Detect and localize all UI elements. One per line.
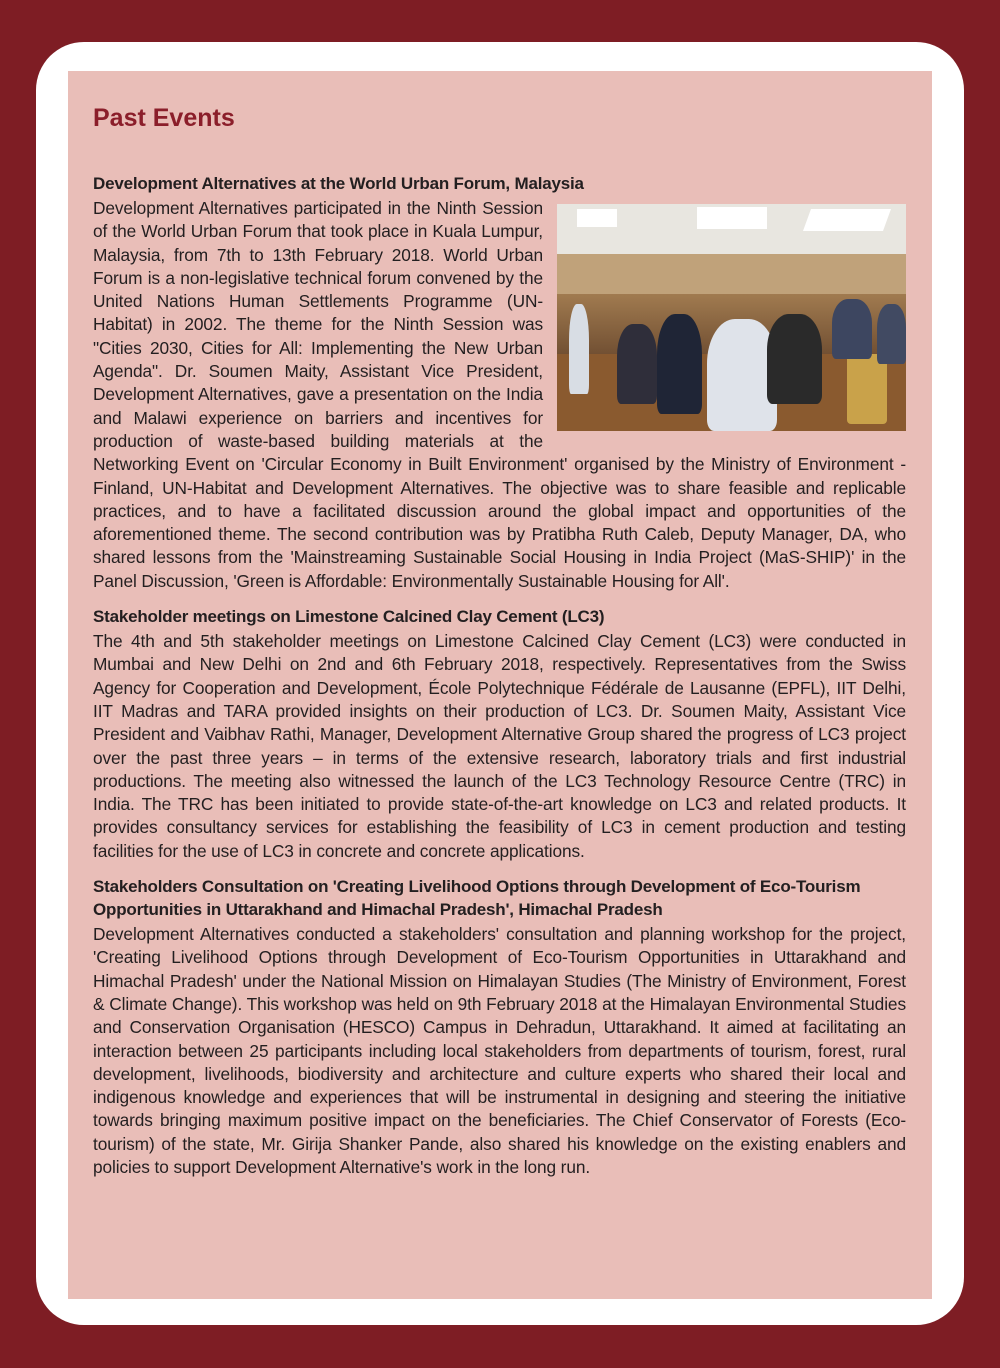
section-lc3-meetings bbox=[93, 605, 906, 863]
section-heading: Development Alternatives at the World Urban Forum, Malaysia bbox=[93, 174, 584, 193]
section-body: Development Alternatives participated in the Ninth Session of the World Urban Forum that took place in Kuala Lumpur, Malaysia, from 7th to 13th February 2018. World Urban Forum is a non-legislative technical forum convened by the United Nations Human Settlements Programme (UN-Habitat) in 2002. The theme for the Ninth Session was "Cities 2030, Cities for All: Implementing the New Urban Agenda". Dr. Soumen Maity, Assistant Vice President, Development Alternatives, gave a presentation on the India and Malawi experience on barriers and incentives for production of waste-based building materials at the Networking Event on 'Circular Economy in Built Environment' organised by the Ministry of Environment - Finland, UN-Habitat and Development Alternatives. The objective was to share feasible and replicable practices, and to have a facilitated discussion around the global impact and opportunities of the aforementioned theme. The second contribution was by Pratibha Ruth Caleb, Deputy Manager, DA, who shared lessons from the 'Mainstreaming Sustainable Social Housing in India Project (MaS-SHIP)' in the Panel Discussion, 'Green is Affordable: Environmentally Sustainable Housing for All'. bbox=[93, 198, 906, 591]
section-eco-tourism-consultation bbox=[93, 875, 906, 1179]
newsletter-content bbox=[93, 100, 906, 1179]
section-heading: Stakeholders Consultation on 'Creating Livelihood Options through Development of Eco-Tourism Opportunities in Uttarakhand and Himachal Pradesh', Himachal Pradesh bbox=[93, 877, 861, 920]
event-photo bbox=[557, 204, 906, 431]
section-heading: Stakeholder meetings on Limestone Calcined Clay Cement (LC3) bbox=[93, 607, 605, 627]
section-world-urban-forum bbox=[93, 172, 906, 593]
section-body: The 4th and 5th stakeholder meetings on Limestone Calcined Clay Cement (LC3) were conducted in Mumbai and New Delhi on 2nd and 6th February 2018, respectively. Representatives from the Swiss Agency for Cooperation and Development, École Polytechnique Fédérale de Lausanne (EPFL), IIT Delhi, IIT Madras and TARA provided insights on their production of LC3. Dr. Soumen Maity, Assistant Vice President and Vaibhav Rathi, Manager, Development Alternative Group shared the progress of LC3 project over the past three years – in terms of the extensive research, laboratory trials and first industrial productions. The meeting also witnessed the launch of the LC3 Technology Resource Centre (TRC) in India. The TRC has been initiated to provide state-of-the-art knowledge on LC3 and related products. It provides consultancy services for establishing the feasibility of LC3 in cement production and testing facilities for the use of LC3 in concrete and concrete applications. bbox=[93, 631, 906, 861]
page-title: Past Events bbox=[93, 104, 235, 132]
section-body: Development Alternatives conducted a stakeholders' consultation and planning workshop for the project, 'Creating Livelihood Options through Development of Eco-Tourism Opportunities in Uttarakhand and Himachal Pradesh' under the National Mission on Himalayan Studies (The Ministry of Environment, Forest & Climate Change). This workshop was held on 9th February 2018 at the Himalayan Environmental Studies and Conservation Organisation (HESCO) Campus in Dehradun, Uttarakhand. It aimed at facilitating an interaction between 25 participants including local stakeholders from departments of tourism, forest, rural development, livelihoods, biodiversity and architecture and culture experts who shared their local and indigenous knowledge and experiences that will be instrumental in designing and steering the initiative towards bringing maximum positive impact on the beneficiaries. The Chief Conservator of Forests (Eco-tourism) of the state, Mr. Girija Shanker Pande, also shared his knowledge on the existing enablers and policies to support Development Alternative's work in the long run. bbox=[93, 924, 906, 1177]
